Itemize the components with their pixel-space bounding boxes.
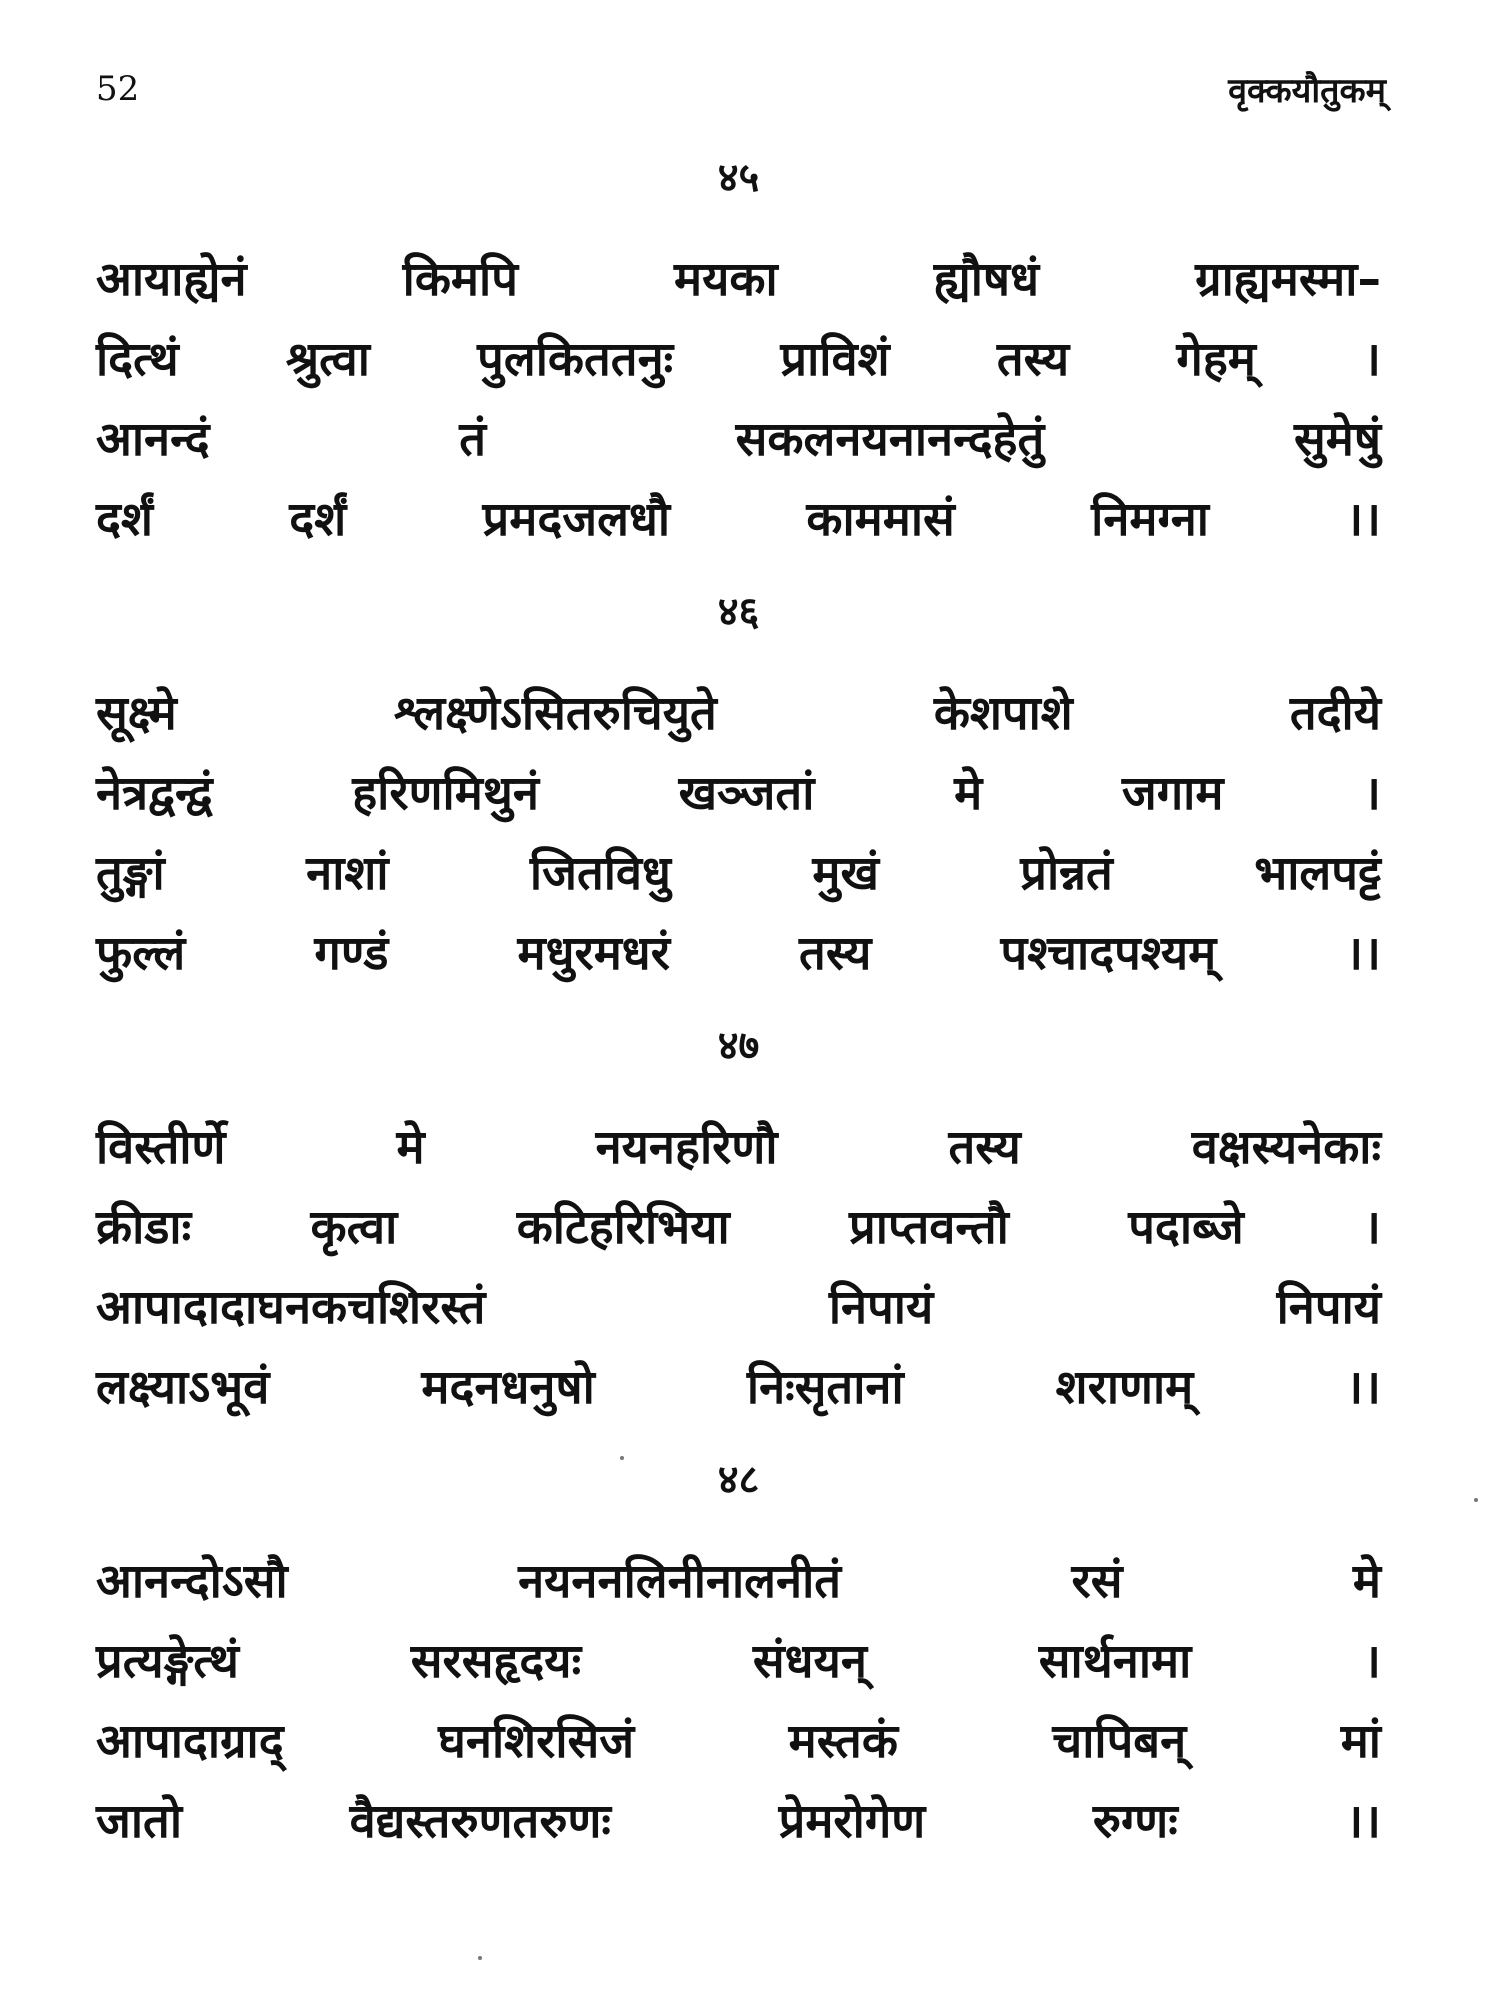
verse-word: दित्थं	[96, 332, 179, 387]
verse-line	[96, 754, 1381, 834]
verse-word: आपादाग्राद्	[96, 1714, 284, 1769]
verse-word: मां	[1340, 1714, 1381, 1769]
verse-word: भालपट्टं	[1254, 846, 1381, 901]
verse-word: तदीये	[1289, 686, 1381, 741]
verse-word: दर्शं	[96, 492, 153, 547]
verse-word: क्रीडाः	[96, 1200, 192, 1255]
verse-number: ४७	[717, 1023, 760, 1069]
verse-word: प्रेमरोगेण	[778, 1794, 926, 1849]
verse-block	[96, 580, 1381, 994]
verse-word: आपादादाघनकचशिरस्तं	[96, 1280, 486, 1335]
scan-speck	[620, 1456, 624, 1460]
verse-word: तस्य	[799, 926, 872, 981]
verse-word: ग्राह्यमस्मा–	[1195, 252, 1381, 307]
danda-mark: ।	[1363, 1200, 1381, 1255]
verse-line	[96, 400, 1381, 480]
page-number: 52	[96, 69, 140, 109]
verse-word: मुखं	[812, 846, 879, 901]
scan-speck	[1474, 1498, 1478, 1502]
verse-word: केशपाशे	[933, 686, 1073, 741]
verse-word: गेहम्	[1176, 332, 1256, 387]
verse-word: निपायं	[1276, 1280, 1381, 1335]
verse-word: गण्डं	[314, 926, 389, 981]
verse-word: नाशां	[306, 846, 389, 901]
verse-word: प्रोन्नतं	[1020, 846, 1113, 901]
verse-line	[96, 480, 1381, 560]
verse-line	[96, 914, 1381, 994]
verse-word: तुङ्गां	[96, 846, 165, 901]
verse-number: ४५	[717, 155, 760, 201]
verse-word: दर्शं	[289, 492, 347, 547]
verse-word: निःसृतानां	[746, 1360, 904, 1415]
verse-line	[96, 1268, 1381, 1348]
verse-word: मधुरमधरं	[517, 926, 670, 981]
verse-line	[96, 674, 1381, 754]
verse-word: हरिणमिथुनं	[352, 766, 539, 821]
verse-word: प्रमदजलधौ	[482, 492, 671, 547]
danda-mark: ।	[1363, 1634, 1381, 1689]
verse-word: काममासं	[806, 492, 955, 547]
verse-word: तस्य	[996, 332, 1070, 387]
verse-word: जगाम	[1121, 766, 1224, 821]
verse-word: पुलकिततनुः	[477, 332, 674, 387]
running-head: वृक्कयौतुकम्	[1228, 71, 1386, 111]
verse-word: मे	[954, 766, 983, 821]
verse-word: फुल्लं	[96, 926, 186, 981]
verse-word: श्लक्ष्णेऽसितरुचियुते	[393, 686, 717, 741]
verse-word: सूक्ष्मे	[96, 686, 177, 741]
verse-word: विस्तीर्णे	[96, 1120, 226, 1175]
verse-line	[96, 1622, 1381, 1702]
danda-mark: ।।	[1345, 926, 1381, 981]
verse-number: ४६	[717, 589, 760, 635]
verse-word: लक्ष्याऽभूवं	[96, 1360, 270, 1415]
scan-speck	[478, 1956, 482, 1960]
verse-word: जितविधु	[529, 846, 671, 901]
verse-number: ४८	[717, 1457, 760, 1503]
verse-block	[96, 1014, 1381, 1428]
verse-line	[96, 1108, 1381, 1188]
verse-word: मे	[1352, 1554, 1381, 1609]
verse-word: वक्षस्यनेकाः	[1191, 1120, 1381, 1175]
verse-word: रसं	[1071, 1554, 1123, 1609]
verse-word: संधयन्	[752, 1634, 867, 1689]
verse-word: प्राप्तवन्तौ	[849, 1200, 1009, 1255]
verse-word: वैद्यस्तरुणतरुणः	[349, 1794, 611, 1849]
verse-block	[96, 146, 1381, 560]
verse-line	[96, 1702, 1381, 1782]
verse-word: आनन्दं	[96, 412, 210, 467]
danda-mark: ।।	[1345, 492, 1381, 547]
verse-line	[96, 834, 1381, 914]
verse-word: जातो	[96, 1794, 183, 1849]
verse-word: आयाह्येनं	[96, 252, 247, 307]
verse-word: प्रत्यङ्गेत्थं	[96, 1634, 239, 1689]
verse-word: सुमेषुं	[1293, 412, 1381, 467]
page-header	[96, 64, 1386, 114]
verse-word: मस्तकं	[788, 1714, 898, 1769]
verse-word: रुग्णः	[1092, 1794, 1178, 1849]
verse-line	[96, 1782, 1381, 1862]
danda-mark: ।।	[1345, 1360, 1381, 1415]
danda-mark: ।	[1363, 766, 1381, 821]
verse-word: निमग्ना	[1091, 492, 1209, 547]
verse-word: तं	[459, 412, 487, 467]
verse-word: मे	[396, 1120, 425, 1175]
verse-word: श्रुत्वा	[285, 332, 370, 387]
verse-word: नयनहरिणौ	[595, 1120, 778, 1175]
verse-block	[96, 1448, 1381, 1862]
verse-word: निपायं	[828, 1280, 934, 1335]
verse-word: तस्य	[948, 1120, 1021, 1175]
verse-word: ह्यौषधं	[933, 252, 1039, 307]
verse-word: किमपि	[402, 252, 518, 307]
verse-word: सार्थनामा	[1038, 1634, 1192, 1689]
verse-word: चापिबन्	[1052, 1714, 1187, 1769]
verse-word: नयननलिनीनालनीतं	[518, 1554, 842, 1609]
verse-word: शराणाम्	[1055, 1360, 1194, 1415]
verse-line	[96, 1542, 1381, 1622]
verse-line	[96, 320, 1381, 400]
verse-word: खञ्जतां	[678, 766, 815, 821]
danda-mark: ।	[1363, 332, 1381, 387]
verse-word: मदनधनुषो	[421, 1360, 595, 1415]
verse-word: कृत्वा	[310, 1200, 398, 1255]
verse-word: पश्चादपश्यम्	[1000, 926, 1217, 981]
danda-mark: ।।	[1345, 1794, 1381, 1849]
verse-word: पदाब्जे	[1128, 1200, 1244, 1255]
verse-word: नेत्रद्वन्द्वं	[96, 766, 213, 821]
verse-line	[96, 1188, 1381, 1268]
verse-word: सकलनयनानन्दहेतुं	[735, 412, 1045, 467]
verse-word: कटिहरिभिया	[516, 1200, 730, 1255]
verse-word: सरसहृदयः	[410, 1634, 582, 1689]
verse-line	[96, 240, 1381, 320]
verse-word: घनशिरसिजं	[438, 1714, 635, 1769]
verse-line	[96, 1348, 1381, 1428]
verse-word: आनन्दोऽसौ	[96, 1554, 288, 1609]
verse-word: प्राविशं	[780, 332, 890, 387]
verse-word: मयका	[674, 252, 778, 307]
